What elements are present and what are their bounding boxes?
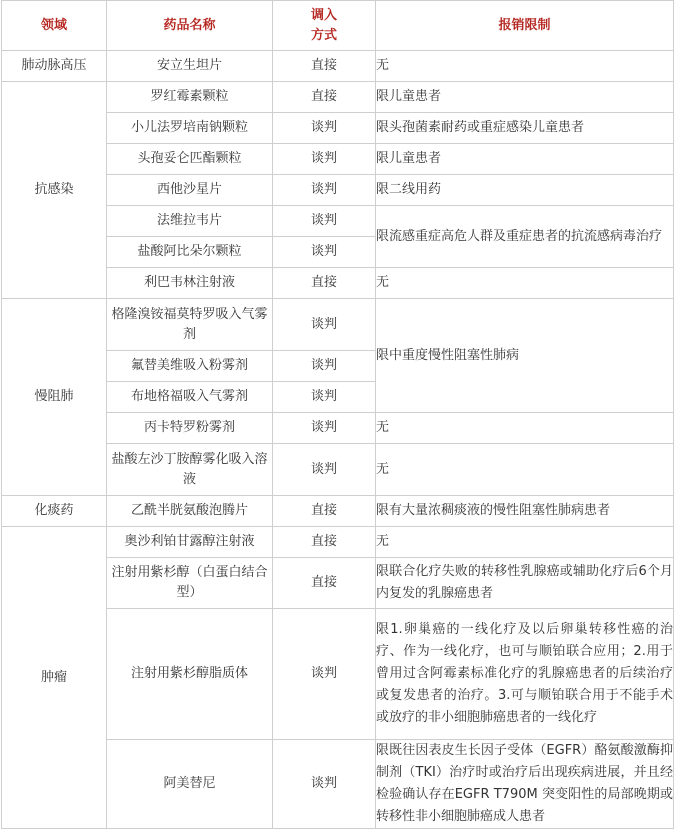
restriction-cell: 限联合化疗失败的转移性乳腺癌或辅助化疗后6个月内复发的乳腺癌患者 (376, 558, 674, 609)
drug-name-cell: 格隆溴铵福莫特罗吸入气雾剂 (107, 299, 273, 351)
restriction-cell: 限有大量浓稠痰液的慢性阻塞性肺病患者 (376, 496, 674, 527)
area-cell: 肺动脉高压 (2, 51, 107, 82)
method-cell: 直接 (273, 558, 376, 609)
restriction-cell: 限既往因表皮生长因子受体（EGFR）酪氨酸激酶抑制剂（TKI）治疗时或治疗后出现疾病进展，并且经检验确认存在EGFR T790M 突变阳性的局部晚期或转移性非小细胞肺癌成人患者 (376, 740, 674, 829)
method-cell: 谈判 (273, 237, 376, 268)
table-row (2, 82, 674, 113)
drug-name-cell: 乙酰半胱氨酸泡腾片 (107, 496, 273, 527)
area-cell: 肿瘤 (2, 527, 107, 829)
header-row (2, 1, 674, 51)
drug-name-cell: 罗红霉素颗粒 (107, 82, 273, 113)
restriction-cell: 无 (376, 413, 674, 444)
restriction-cell: 无 (376, 268, 674, 299)
drug-name-cell: 注射用紫杉醇（白蛋白结合型） (107, 558, 273, 609)
method-cell: 直接 (273, 496, 376, 527)
header-drug-name: 药品名称 (107, 1, 273, 51)
table-row (2, 299, 674, 351)
table-row (2, 527, 674, 558)
drug-name-cell: 头孢妥仑匹酯颗粒 (107, 144, 273, 175)
drug-reimbursement-table (1, 0, 674, 829)
drug-name-cell: 阿美替尼 (107, 740, 273, 829)
area-cell: 慢阻肺 (2, 299, 107, 496)
restriction-cell: 无 (376, 527, 674, 558)
header-restriction: 报销限制 (376, 1, 674, 51)
area-cell: 化痰药 (2, 496, 107, 527)
method-cell: 谈判 (273, 740, 376, 829)
header-adjust-method (273, 1, 376, 51)
drug-name-cell: 丙卡特罗粉雾剂 (107, 413, 273, 444)
method-cell: 直接 (273, 82, 376, 113)
method-cell: 直接 (273, 51, 376, 82)
drug-name-cell: 布地格福吸入气雾剂 (107, 382, 273, 413)
drug-name-cell: 法维拉韦片 (107, 206, 273, 237)
restriction-cell: 限流感重症高危人群及重症患者的抗流感病毒治疗 (376, 206, 674, 268)
method-cell: 谈判 (273, 382, 376, 413)
method-cell: 谈判 (273, 113, 376, 144)
method-cell: 谈判 (273, 609, 376, 740)
method-cell: 谈判 (273, 144, 376, 175)
method-cell: 直接 (273, 527, 376, 558)
method-cell: 谈判 (273, 351, 376, 382)
area-cell: 抗感染 (2, 82, 107, 299)
drug-name-cell: 利巴韦林注射液 (107, 268, 273, 299)
drug-name-cell: 安立生坦片 (107, 51, 273, 82)
drug-name-cell: 注射用紫杉醇脂质体 (107, 609, 273, 740)
restriction-cell: 无 (376, 444, 674, 496)
restriction-cell: 无 (376, 51, 674, 82)
method-cell: 谈判 (273, 444, 376, 496)
table-row (2, 496, 674, 527)
drug-name-cell: 西他沙星片 (107, 175, 273, 206)
restriction-cell: 限1.卵巢癌的一线化疗及以后卵巢转移性癌的治疗、作为一线化疗，也可与顺铂联合应用；2.用于曾用过含阿霉素标准化疗的乳腺癌患者的后续治疗或复发患者的治疗。3.可与顺铂联合用于不能手术或放疗的非小细胞肺癌患者的一线化疗 (376, 609, 674, 740)
header-area: 领域 (2, 1, 107, 51)
drug-name-cell: 氟替美维吸入粉雾剂 (107, 351, 273, 382)
method-cell: 谈判 (273, 206, 376, 237)
method-cell: 谈判 (273, 175, 376, 206)
restriction-cell: 限儿童患者 (376, 82, 674, 113)
drug-name-cell: 奥沙利铂甘露醇注射液 (107, 527, 273, 558)
restriction-cell: 限中重度慢性阻塞性肺病 (376, 299, 674, 413)
method-cell: 谈判 (273, 299, 376, 351)
drug-name-cell: 盐酸阿比朵尔颗粒 (107, 237, 273, 268)
drug-name-cell: 小儿法罗培南钠颗粒 (107, 113, 273, 144)
method-cell: 直接 (273, 268, 376, 299)
drug-name-cell: 盐酸左沙丁胺醇雾化吸入溶液 (107, 444, 273, 496)
method-cell: 谈判 (273, 413, 376, 444)
restriction-cell: 限头孢菌素耐药或重症感染儿童患者 (376, 113, 674, 144)
restriction-cell: 限二线用药 (376, 175, 674, 206)
table-row (2, 51, 674, 82)
header-adjust-method-text: 调入方式 (310, 7, 337, 43)
restriction-cell: 限儿童患者 (376, 144, 674, 175)
